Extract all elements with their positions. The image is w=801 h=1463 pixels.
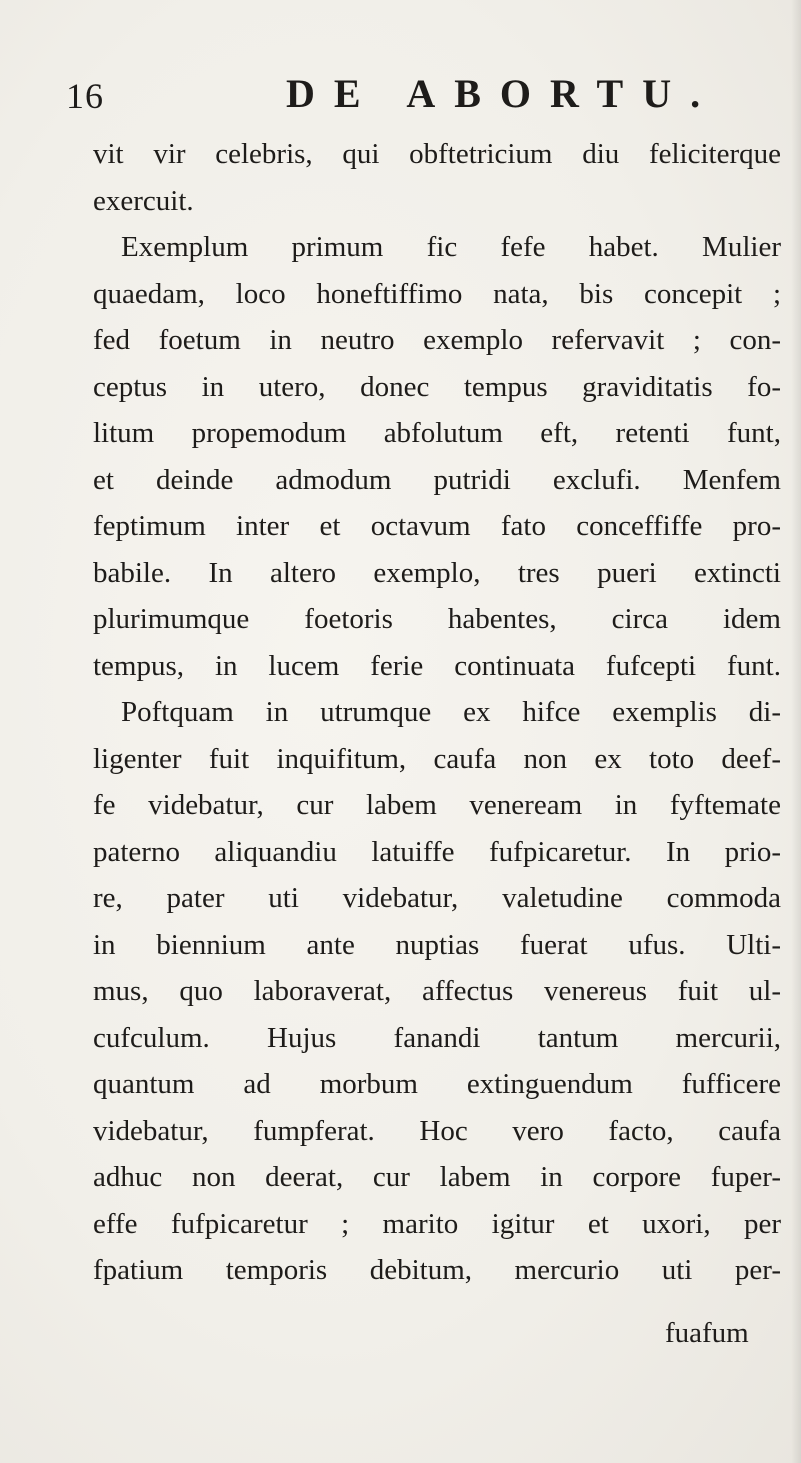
- text-line: quantum ad morbum extinguendum fufficere: [93, 1068, 781, 1100]
- text-line: ceptus in utero, donec tempus graviditatis fo-: [93, 370, 781, 403]
- text-line: mus, quo laboraverat, affectus venereus fuit ul-: [93, 975, 781, 1007]
- text-line: Poftquam in utrumque ex hifce exemplis di-: [121, 696, 781, 728]
- text-line: in biennium ante nuptias fuerat ufus. Ulti-: [93, 928, 781, 961]
- text-line: plurimumque foetoris habentes, circa idem: [93, 603, 781, 635]
- text-line: fe videbatur, cur labem veneream in fyftemate: [93, 789, 781, 821]
- page-header: [0, 68, 801, 122]
- text-line: re, pater uti videbatur, valetudine commoda: [93, 882, 781, 914]
- text-line: feptimum inter et octavum fato conceffiffe pro-: [93, 510, 781, 542]
- text-line: Exemplum primum fic fefe habet. Mulier: [121, 231, 781, 263]
- running-title: DE ABORTU.: [286, 71, 720, 116]
- text-line: paterno aliquandiu latuiffe fufpicaretur. In prio-: [93, 835, 781, 868]
- text-line: adhuc non deerat, cur labem in corpore fuper-: [93, 1161, 781, 1193]
- text-line: effe fufpicaretur ; marito igitur et uxori, per: [93, 1207, 781, 1240]
- text-line: vit vir celebris, qui obftetricium diu feliciterque: [93, 138, 781, 170]
- text-line: fpatium temporis debitum, mercurio uti per-: [93, 1254, 781, 1286]
- text-line: cufculum. Hujus fanandi tantum mercurii,: [93, 1021, 781, 1054]
- catchword: fuafum: [665, 1317, 749, 1349]
- text-line: quaedam, loco honeftiffimo nata, bis concepit ;: [93, 277, 781, 310]
- text-line: et deinde admodum putridi exclufi. Menfem: [93, 463, 781, 496]
- text-line: fed foetum in neutro exemplo refervavit ; con-: [93, 324, 781, 356]
- text-line: ligenter fuit inquifitum, caufa non ex toto deef-: [93, 742, 781, 775]
- text-line: litum propemodum abfolutum eft, retenti funt,: [93, 417, 781, 449]
- text-line: babile. In altero exemplo, tres pueri extincti: [93, 556, 781, 589]
- text-line: exercuit.: [93, 184, 194, 217]
- body-text: [93, 131, 781, 1294]
- text-line: tempus, in lucem ferie continuata fufcepti funt.: [93, 649, 781, 682]
- page-edge-shadow: [791, 0, 801, 1463]
- text-line: videbatur, fumpferat. Hoc vero facto, caufa: [93, 1114, 781, 1147]
- page-number: 16: [66, 76, 104, 116]
